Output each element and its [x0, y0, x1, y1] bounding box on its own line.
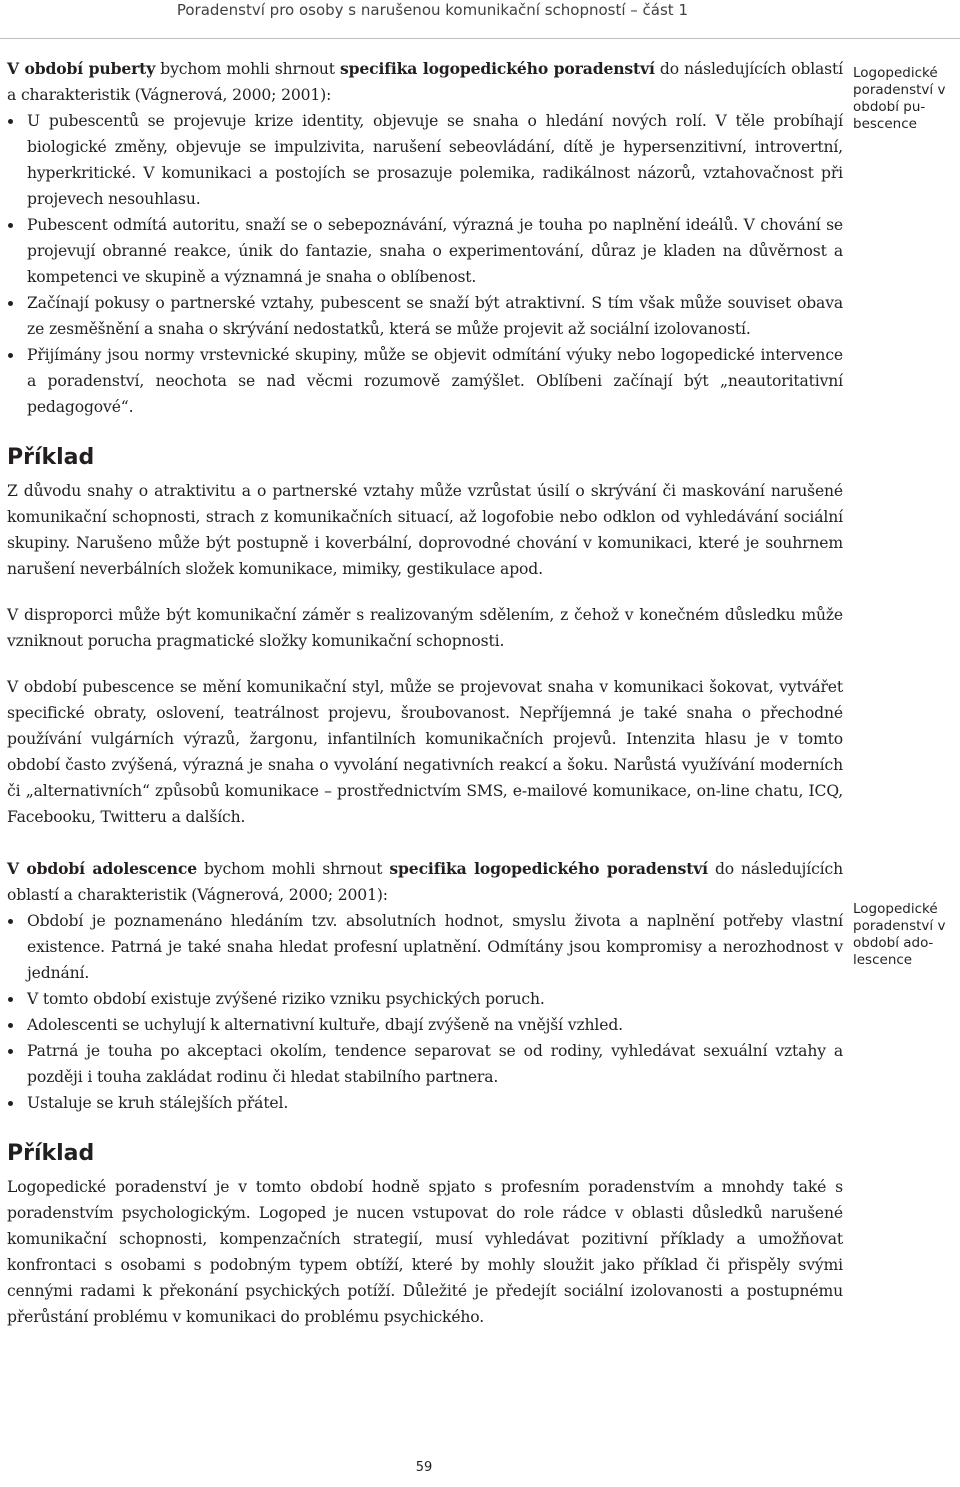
- section-adolescence-intro: [7, 856, 843, 908]
- margin-note-pubescence: Logopedické poradenství v období pubescence: [853, 65, 946, 132]
- list-item: Adolescenti se uchylují k alternativní kultuře, dbají zvýšeně na vnější vzhled.: [7, 1012, 843, 1038]
- term-puberty: V období puberty: [7, 59, 156, 78]
- body-paragraph: V období pubescence se mění komunikační styl, může se projevovat snaha v komunikaci šokovat, vytvářet specifické obraty, oslovení, teatrálnost projevu, šroubovanost. Nepříjemná je také snaha o přechodné používání vulgárních výrazů, žargonu, infantilních komunikačních projevů. Intenzita hlasu je v tomto období často zvýšená, výrazná je snaha o vyvolání negativních reakcí a šoku. Narůstá využívání moderních či „alternativních“ způsobů komunikace – prostřednictvím SMS, e-mailové komunikace, on-line chatu, ICQ, Facebooku, Twitteru a dalších.: [7, 678, 843, 826]
- adolescence-bullet-list: [7, 908, 843, 1116]
- list-item: Začínají pokusy o partnerské vztahy, pubescent se snaží být atraktivní. S tím však může souviset obava ze zesměšnění a snaha o skrývání nedostatků, která se může projevit až sociální izolovaností.: [7, 290, 843, 342]
- example-heading: Příklad: [7, 445, 95, 470]
- example-paragraph: Z důvodu snahy o atraktivitu a o partnerské vztahy může vzrůstat úsilí o skrývání či maskování narušené komunikační schopnosti, strach z komunikačních situací, až logofobie nebo odklon od vyhledávání sociální skupiny. Narušeno může být postupně i koverbální, doprovodné chování v komunikaci, které je souhrnem narušení neverbálních složek komunikace, mimiky, gestikulace apod.: [7, 482, 843, 578]
- main-content: [7, 56, 843, 1330]
- page-number: 59: [415, 1460, 433, 1475]
- intro-text: do následujících oblastí a charakteristik (Vágnerová, 2000; 2001):: [7, 860, 843, 904]
- term-specifics: specifika logopedického poradenství: [389, 859, 708, 878]
- body-paragraph: V disproporci může být komunikační záměr s realizovaným sdělením, z čehož v konečném důsledku může vzniknout porucha pragmatické složky komunikační schopnosti.: [7, 606, 843, 650]
- intro-text: bychom mohli shrnout: [196, 860, 390, 878]
- term-specifics: specifika logopedického poradenství: [340, 59, 655, 78]
- list-item: Přijímány jsou normy vrstevnické skupiny, může se objevit odmítání výuky nebo logopedické intervence a poradenství, neochota se nad věcmi rozumově zamýšlet. Oblíbeni začínají být „neautoritativní pedagogové“.: [7, 342, 843, 420]
- list-item: Ustaluje se kruh stálejších přátel.: [7, 1090, 843, 1116]
- list-item: V tomto období existuje zvýšené riziko vzniku psychických poruch.: [7, 986, 843, 1012]
- page-header: [0, 0, 960, 39]
- section-puberty-intro: [7, 56, 843, 108]
- example-paragraph: Logopedické poradenství je v tomto období hodně spjato s profesním poradenstvím a mnohdy také s poradenstvím psychologickým. Logoped je nucen vstupovat do role rádce v oblasti důsledků narušené komunikační schopnosti, kompenzačních strategií, musí vyhledávat pozitivní příklady a umožňovat konfrontaci s osobami s podobným typem obtíží, které by mohly sloužit jako příklad či přispěly svými cennými radami k překonání psychických potíží. Důležité je předejít sociální izolovanosti a postupnému přerůstání problému v komunikaci do problému psychického.: [7, 1178, 843, 1326]
- margin-note-adolescence: Logopedické poradenství v období adolescence: [853, 901, 946, 968]
- list-item: U pubescentů se projevuje krize identity, objevuje se snaha o hledání nových rolí. V těle probíhají biologické změny, objevuje se impulzivita, narušení sebeovládání, dítě je hypersenzitivní, introvertní, hyperkritické. V komunikaci a postojích se prosazuje polemika, radikálnost názorů, vztahovačnost při projevech nesouhlasu.: [7, 108, 843, 212]
- running-header-title: Poradenství pro osoby s narušenou komunikační schopností – část 1: [176, 1, 688, 19]
- term-adolescence: V období adolescence: [7, 859, 197, 878]
- list-item: Období je poznamenáno hledáním tzv. absolutních hodnot, smyslu života a naplnění potřeby vlastní existence. Patrná je také snaha hledat profesní uplatnění. Odmítány jsou kompromisy a nerozhodnost v jednání.: [7, 908, 843, 986]
- intro-text: bychom mohli shrnout: [155, 60, 341, 78]
- example-heading: Příklad: [7, 1141, 95, 1166]
- intro-text: do následujících oblastí a charakteristik (Vágnerová, 2000; 2001):: [7, 60, 843, 104]
- list-item: Pubescent odmítá autoritu, snaží se o sebepoznávání, výrazná je touha po naplnění ideálů. V chování se projevují obranné reakce, únik do fantazie, snaha o experimentování, důraz je kladen na důvěrnost a kompetenci ve skupině a významná je snaha o oblíbenost.: [7, 212, 843, 290]
- list-item: Patrná je touha po akceptaci okolím, tendence separovat se od rodiny, vyhledávat sexuální vztahy a později i touha zakládat rodinu či hledat stabilního partnera.: [7, 1038, 843, 1090]
- puberty-bullet-list: [7, 108, 843, 420]
